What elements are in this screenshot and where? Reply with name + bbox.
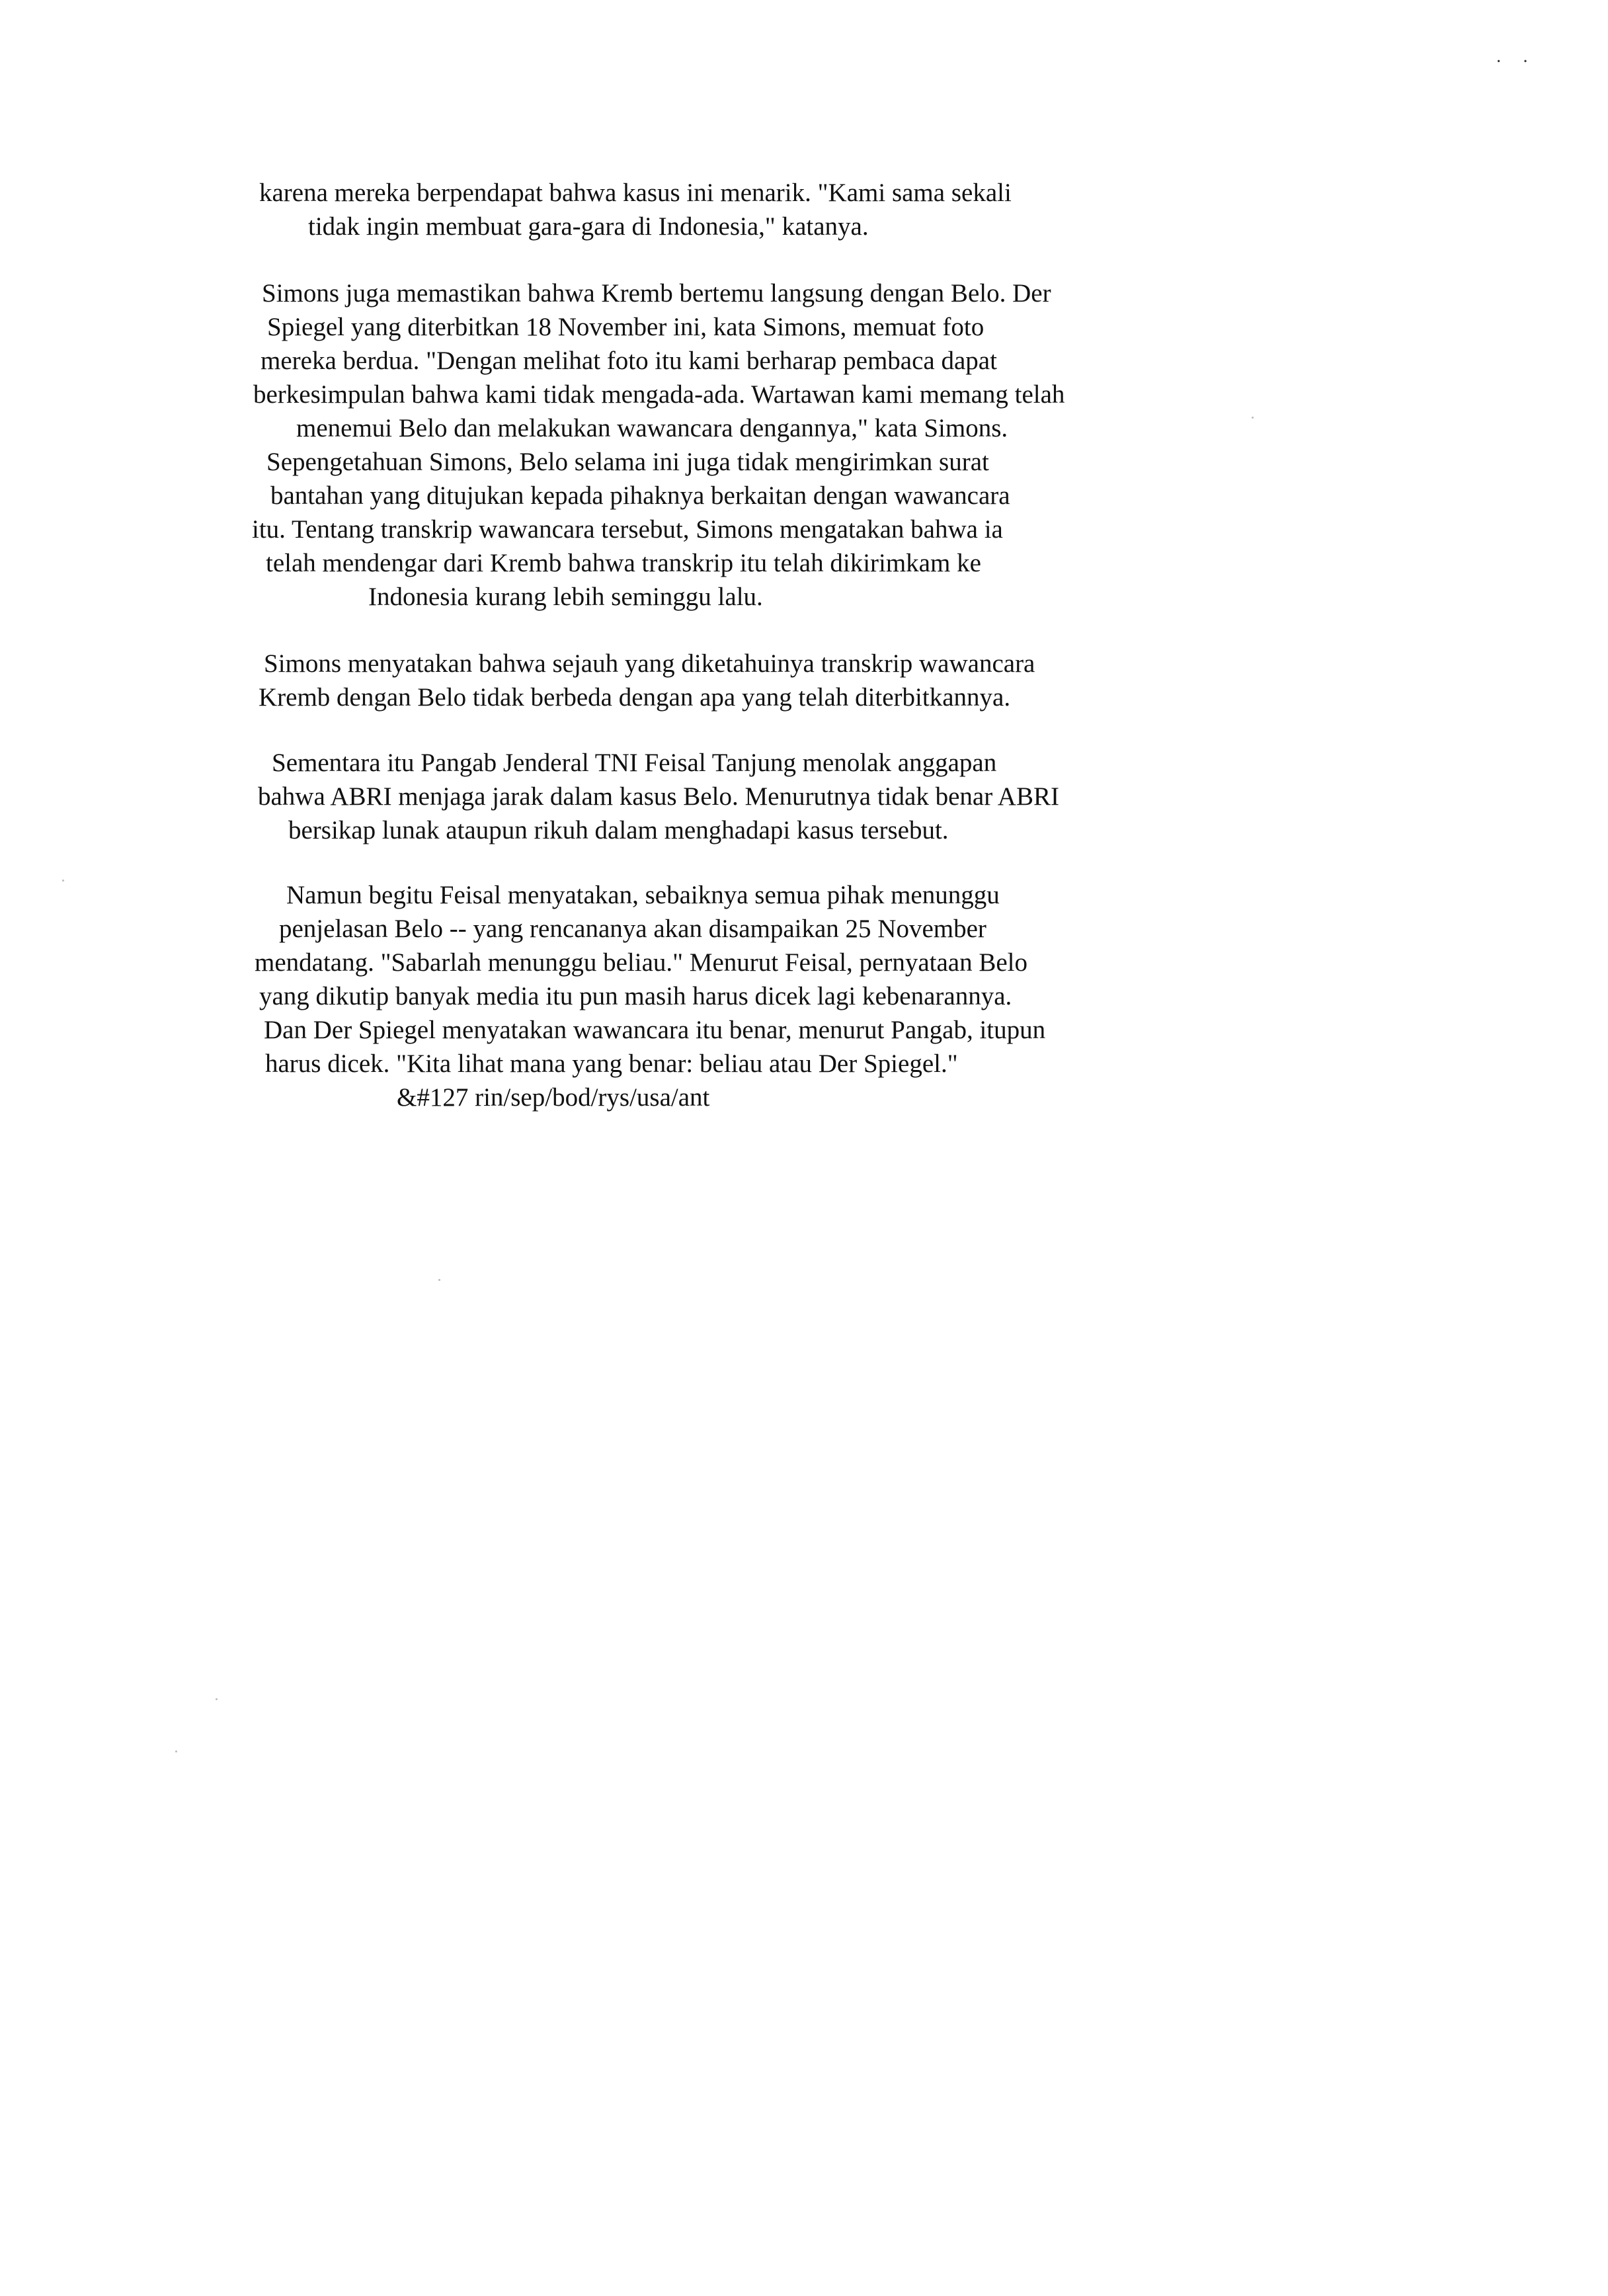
paragraph-3-line-2: Kremb dengan Belo tidak berbeda dengan apa yang telah diterbitkannya. <box>259 683 1011 712</box>
paragraph-2-line-4: berkesimpulan bahwa kami tidak mengada-ada. Wartawan kami memang telah <box>253 380 1065 409</box>
paragraph-1-line-2: tidak ingin membuat gara-gara di Indonesia," katanya. <box>308 212 869 241</box>
scan-speck <box>62 880 64 882</box>
corner-scan-mark: · · <box>1496 52 1537 72</box>
paragraph-5-line-3: mendatang. "Sabarlah menunggu beliau." Menurut Feisal, pernyataan Belo <box>255 948 1028 977</box>
paragraph-5-line-6: harus dicek. "Kita lihat mana yang benar: beliau atau Der Spiegel." <box>265 1049 958 1078</box>
paragraph-2-line-6: Sepengetahuan Simons, Belo selama ini juga tidak mengirimkan surat <box>266 448 989 476</box>
scan-speck <box>216 1698 218 1700</box>
paragraph-5-line-7-signature: &#127 rin/sep/bod/rys/usa/ant <box>397 1083 710 1112</box>
paragraph-2-line-7: bantahan yang ditujukan kepada pihaknya berkaitan dengan wawancara <box>270 481 1010 510</box>
paragraph-2-line-5: menemui Belo dan melakukan wawancara dengannya," kata Simons. <box>296 414 1008 442</box>
scan-speck <box>175 1750 177 1752</box>
paragraph-5-line-1: Namun begitu Feisal menyatakan, sebaiknya semua pihak menunggu <box>286 881 1000 909</box>
paragraph-2-line-3: mereka berdua. "Dengan melihat foto itu kami berharap pembaca dapat <box>261 347 997 375</box>
paragraph-2-line-1: Simons juga memastikan bahwa Kremb bertemu langsung dengan Belo. Der <box>262 279 1051 308</box>
paragraph-1-line-1: karena mereka berpendapat bahwa kasus ini menarik. "Kami sama sekali <box>259 179 1012 207</box>
paragraph-5-line-5: Dan Der Spiegel menyatakan wawancara itu benar, menurut Pangab, itupun <box>264 1016 1046 1044</box>
paragraph-5-line-4: yang dikutip banyak media itu pun masih harus dicek lagi kebenarannya. <box>259 982 1012 1010</box>
paragraph-3-line-1: Simons menyatakan bahwa sejauh yang diketahuinya transkrip wawancara <box>264 649 1035 678</box>
paragraph-5-line-2: penjelasan Belo -- yang rencananya akan disampaikan 25 November <box>279 915 986 943</box>
paragraph-2-line-8: itu. Tentang transkrip wawancara tersebut, Simons mengatakan bahwa ia <box>252 515 1003 544</box>
paragraph-2-line-2: Spiegel yang diterbitkan 18 November ini, kata Simons, memuat foto <box>267 313 985 341</box>
scan-speck <box>438 1279 440 1281</box>
paragraph-2-line-9: telah mendengar dari Kremb bahwa transkrip itu telah dikirimkam ke <box>266 549 981 577</box>
paragraph-4-line-3: bersikap lunak ataupun rikuh dalam menghadapi kasus tersebut. <box>288 816 949 844</box>
paragraph-2-line-10: Indonesia kurang lebih seminggu lalu. <box>368 583 763 611</box>
paragraph-4-line-1: Sementara itu Pangab Jenderal TNI Feisal Tanjung menolak anggapan <box>272 749 997 777</box>
scan-speck <box>1252 417 1254 419</box>
paragraph-4-line-2: bahwa ABRI menjaga jarak dalam kasus Belo. Menurutnya tidak benar ABRI <box>258 782 1059 811</box>
